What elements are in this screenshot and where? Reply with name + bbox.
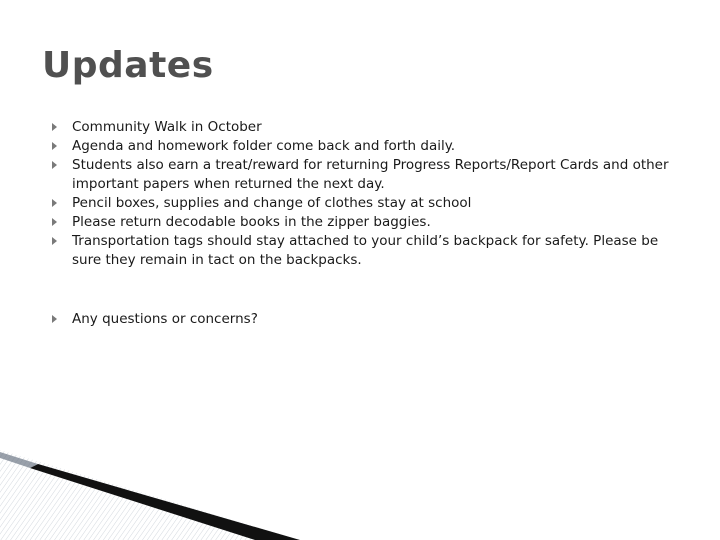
- bullet-text: Students also earn a treat/reward for returning Progress Reports/Report Cards and other important papers when returned the next day.: [72, 157, 669, 192]
- bullet-text: Please return decodable books in the zipper baggies.: [72, 214, 431, 230]
- triangle-right-icon: [52, 161, 57, 169]
- bullet-text: Any questions or concerns?: [72, 311, 258, 327]
- list-item: [52, 213, 682, 232]
- bullet-text: Pencil boxes, supplies and change of clothes stay at school: [72, 195, 472, 211]
- list-item: [52, 310, 682, 329]
- bullet-list: [52, 118, 682, 329]
- bullet-text: Community Walk in October: [72, 119, 262, 135]
- list-item: [52, 232, 682, 270]
- list-item: [52, 194, 682, 213]
- triangle-right-icon: [52, 237, 57, 245]
- triangle-right-icon: [52, 218, 57, 226]
- list-item: [52, 137, 682, 156]
- decorative-swoosh: [0, 450, 300, 540]
- triangle-right-icon: [52, 123, 57, 131]
- list-item: [52, 118, 682, 137]
- bullet-text: Agenda and homework folder come back and forth daily.: [72, 138, 456, 154]
- triangle-right-icon: [52, 199, 57, 207]
- list-item: [52, 156, 682, 194]
- slide-title: Updates: [42, 45, 214, 86]
- bullet-text: Transportation tags should stay attached to your child’s backpack for safety. Please be sure they remain in tact on the backpacks.: [72, 233, 659, 268]
- triangle-right-icon: [52, 142, 57, 150]
- triangle-right-icon: [52, 315, 57, 323]
